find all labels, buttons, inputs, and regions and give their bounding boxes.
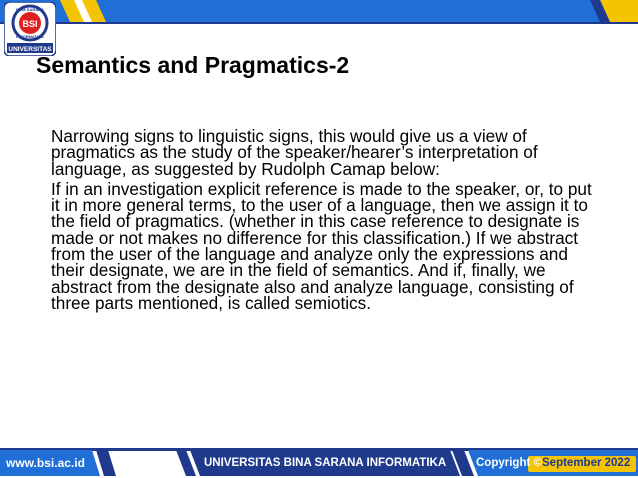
svg-text:BINA SARANA: BINA SARANA [16, 7, 44, 12]
footer-date: September 2022 [542, 457, 631, 469]
logo-label: UNIVERSITAS [8, 46, 52, 53]
footer-website[interactable]: www.bsi.ac.id [6, 456, 85, 470]
footer-copyright: Copyright © [476, 457, 542, 469]
paragraph-intro: Narrowing signs to linguistic signs, this would give us a view of pragmatics as the study of the speaker/hearer’s interpretation of language, as suggested by Rudolph Camap below: [51, 126, 538, 179]
slide-body [51, 128, 599, 315]
footer-university: UNIVERSITAS BINA SARANA INFORMATIKA [204, 457, 447, 469]
paragraph-quote: If in an investigation explicit reference is made to the speaker, or, to put it in more general terms, to the user of a language, then we assign it to the field of pragmatics. (whether in this case reference to designate is made or not makes no difference for this classification.) If we abstract from the user of the language and analyze only the expressions and their designate, we are in the field of semantics. And if, finally, we abstract from the designate also and analyze language, consisting of three parts mentioned, is called semiotics. [51, 178, 592, 313]
svg-text:BSI: BSI [22, 19, 38, 29]
university-seal-icon [4, 2, 56, 56]
top-banner [0, 0, 638, 24]
university-logo [4, 2, 56, 56]
footer-bar [0, 446, 638, 478]
svg-text:INFORMATIKA: INFORMATIKA [16, 34, 44, 39]
slide-title: Semantics and Pragmatics-2 [36, 52, 350, 78]
